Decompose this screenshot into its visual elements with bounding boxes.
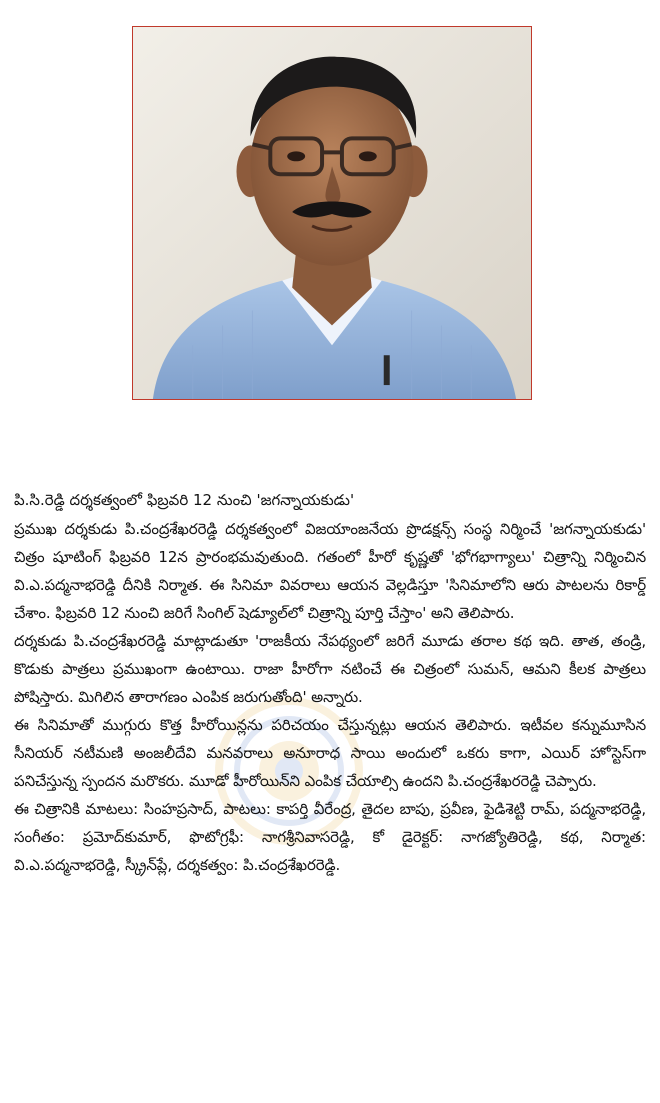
article-headline: పి.సి.రెడ్డి దర్శకత్వంలో ఫిబ్రవరి 12 నుంచి 'జగన్నాయకుడు' [14, 491, 355, 509]
portrait-photo-icon [133, 27, 531, 399]
portrait-photo [132, 26, 532, 400]
article-paragraph-2: దర్శకుడు పి.చంద్రశేఖరరెడ్డి మాట్లాడుతూ 'రాజకీయ నేపథ్యంలో జరిగే మూడు తరాల కథ ఇది. తాత, తండ్రి, కొడుకు పాత్రలు ప్రముఖంగా ఉంటాయి. రాజా హీరోగా నటించే ఈ చిత్రంలో సుమన్, ఆమని కీలక పాత్రలు పోషిస్తారు. మిగిలిన తారాగణం ఎంపిక జరుగుతోంది' అన్నారు. [14, 632, 646, 706]
article-body [14, 486, 646, 879]
article-paragraph-1: ప్రముఖ దర్శకుడు పి.చంద్రశేఖరరెడ్డి దర్శకత్వంలో విజయాంజనేయ ప్రొడక్షన్స్ సంస్థ నిర్మించే 'జగన్నాయకుడు' చిత్రం షూటింగ్ ఫిబ్రవరి 12న ప్రారంభమవుతుంది. గతంలో హీరో కృష్ణతో 'భోగభాగ్యాలు' చిత్రాన్ని నిర్మించిన వి.ఎ.పద్మనాభరెడ్డి దీనికి నిర్మాత. ఈ సినిమా వివరాలు ఆయన వెల్లడిస్తూ 'సినిమాలోని ఆరు పాటలను రికార్డ్ చేశాం. ఫిబ్రవరి 12 నుంచి జరిగే సింగిల్ షెడ్యూల్‌లో చిత్రాన్ని పూర్తి చేస్తాం' అని తెలిపారు. [14, 520, 646, 622]
article-paragraph-4: ఈ చిత్రానికి మాటలు: సింహప్రసాద్, పాటలు: కాపర్తి వీరేంద్ర, తైదల బాపు, ప్రవీణ, ఫైడిశెట్టి రామ్, పద్మనాభరెడ్డి, సంగీతం: ప్రమోద్‌కుమార్, ఫొటోగ్రఫీ: నాగశ్రీనివాసరెడ్డి, కో డైరెక్టర్: నాగజ్యోతిరెడ్డి, కథ, నిర్మాత: వి.ఎ.పద్మనాభరెడ్డి, స్క్రీన్‌ప్లే, దర్శకత్వం: పి.చంద్రశేఖరరెడ్డి. [14, 800, 646, 874]
article-paragraph-3: ఈ సినిమాతో ముగ్గురు కొత్త హీరోయిన్లను పరిచయం చేస్తున్నట్లు ఆయన తెలిపారు. ఇటీవల కన్నుమూసిన సీనియర్ నటీమణి అంజలీదేవి మనవరాలు అనూరాధ సాయి అందులో ఒకరు కాగా, ఎయిర్ హోస్టెస్‌గా పనిచేస్తున్న స్పందన మరొకరు. మూడో హీరోయిన్‌ని ఎంపిక చేయాల్సి ఉందని పి.చంద్రశేఖరరెడ్డి చెప్పారు. [14, 716, 646, 790]
